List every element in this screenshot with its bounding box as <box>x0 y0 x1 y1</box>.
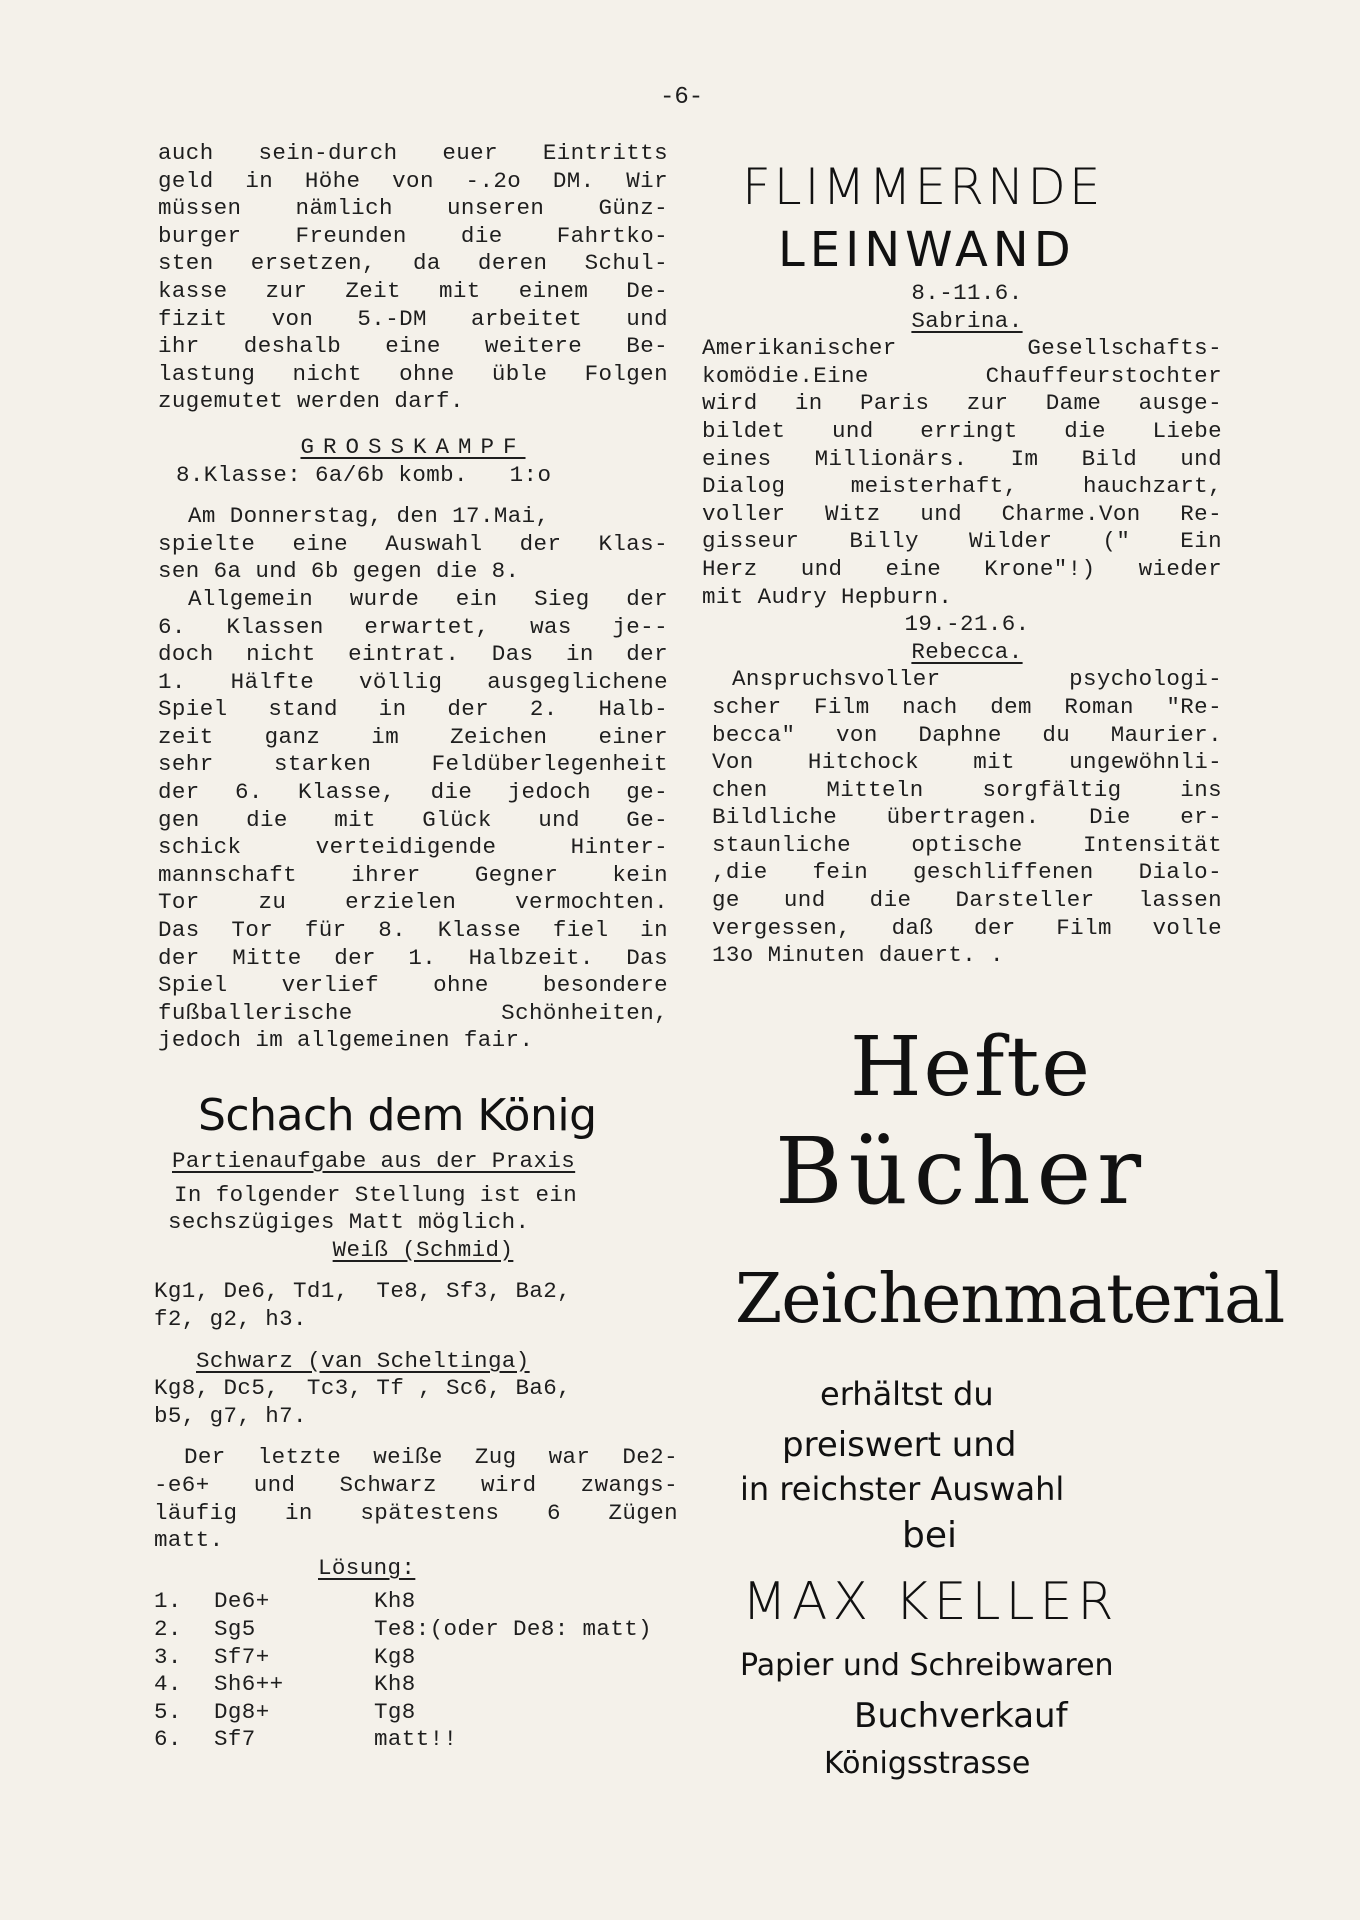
right-column <box>702 280 1222 970</box>
text-line: Der letzte weiße Zug war De2- <box>184 1444 678 1471</box>
text-line: In folgender Stellung ist ein <box>174 1181 578 1208</box>
text-line: Amerikanischer Gesellschafts- <box>702 335 1222 362</box>
text-line: gen die mit Glück und Ge- <box>158 806 668 833</box>
text-line: Am Donnerstag, den 17.Mai, <box>188 503 550 530</box>
white-move: De6+ <box>214 1588 270 1615</box>
grosskampf-subheading: 8.Klasse: 6a/6b komb. 1:o <box>176 461 552 488</box>
text-line: mannschaft ihrer Gegner kein <box>158 861 668 888</box>
text-line: 6. Klassen erwartet, was je-- <box>158 613 668 640</box>
text-line: fußballerische Schönheiten, <box>158 999 668 1026</box>
white-move: Dg8+ <box>214 1698 270 1725</box>
move-number: 6. <box>154 1726 182 1753</box>
text-line: -e6+ und Schwarz wird zwangs- <box>154 1471 678 1498</box>
white-move: Sf7+ <box>214 1643 270 1670</box>
left-column <box>158 140 668 1055</box>
ad-line: in reichster Auswahl <box>740 1470 1065 1508</box>
film-heading-line1: FLIMMERNDE <box>742 158 1104 216</box>
ad-hefte: Hefte <box>850 1020 1092 1115</box>
ad-line: bei <box>902 1515 958 1556</box>
ad-buecher: Bücher <box>775 1118 1148 1225</box>
chess-section <box>154 1148 678 1754</box>
black-move: matt!! <box>374 1726 458 1753</box>
solution-list <box>154 1588 678 1754</box>
white-position: Kg1, De6, Td1, Te8, Sf3, Ba2, <box>154 1278 572 1305</box>
black-move: Te8:(oder De8: matt) <box>374 1615 653 1642</box>
text-line: becca" von Daphne du Maurier. <box>712 721 1222 748</box>
text-line: bildet und erringt die Liebe <box>702 417 1222 444</box>
white-label: Weiß (Schmid) <box>332 1236 514 1263</box>
page-number: -6- <box>660 84 704 111</box>
text-line: komödie.Eine Chauffeurstochter <box>702 362 1222 389</box>
black-move: Tg8 <box>374 1698 416 1725</box>
text-line: schick verteidigende Hinter- <box>158 834 668 861</box>
white-position: f2, g2, h3. <box>154 1305 307 1332</box>
text-line: Herz und eine Krone"!) wieder <box>702 555 1222 582</box>
text-line: müssen nämlich unseren Günz- <box>158 195 668 222</box>
text-line: ihr deshalb eine weitere Be- <box>158 333 668 360</box>
film1-date: 8.-11.6. <box>911 280 1023 306</box>
text-line: jedoch im allgemeinen fair. <box>158 1027 534 1054</box>
film-heading-line2: LEINWAND <box>778 222 1076 278</box>
ad-line: preiswert und <box>782 1425 1017 1465</box>
text-line: 1. Hälfte völlig ausgeglichene <box>158 668 668 695</box>
move-number: 2. <box>154 1615 182 1642</box>
grosskampf-heading: GROSSKAMPF <box>300 433 526 460</box>
text-line: der Mitte der 1. Halbzeit. Das <box>158 944 668 971</box>
black-position: Kg8, Dc5, Tc3, Tf , Sc6, Ba6, <box>154 1375 572 1402</box>
film2-date: 19.-21.6. <box>904 611 1030 638</box>
chess-heading: Schach dem König <box>198 1090 597 1141</box>
move-number: 3. <box>154 1643 182 1670</box>
match-report <box>158 503 668 1055</box>
white-move: Sh6++ <box>214 1671 284 1698</box>
black-move: Kg8 <box>374 1643 416 1670</box>
text-line: staunliche optische Intensität <box>712 831 1222 858</box>
text-line: Spiel verlief ohne besondere <box>158 972 668 999</box>
text-line: sechszügiges Matt möglich. <box>168 1209 530 1236</box>
text-line: burger Freunden die Fahrtko- <box>158 222 668 249</box>
move-number: 1. <box>154 1588 182 1615</box>
text-line: eines Millionärs. Im Bild und <box>702 445 1222 472</box>
ad-line: Papier und Schreibwaren <box>740 1648 1114 1683</box>
black-move: Kh8 <box>374 1588 416 1615</box>
move-number: 5. <box>154 1698 182 1725</box>
text-line: kasse zur Zeit mit einem De- <box>158 277 668 304</box>
text-line: matt. <box>154 1527 224 1554</box>
white-move: Sf7 <box>214 1726 256 1753</box>
text-line: sten ersetzen, da deren Schul- <box>158 250 668 277</box>
text-line: 13o Minuten dauert. . <box>712 942 1004 969</box>
text-line: mit Audry Hepburn. <box>702 583 953 610</box>
text-line: fizit von 5.-DM arbeitet und <box>158 305 668 332</box>
ad-zeichenmaterial: Zeichenmaterial <box>735 1260 1285 1339</box>
text-line: Das Tor für 8. Klasse fiel in <box>158 917 668 944</box>
text-line: Anspruchsvoller psychologi- <box>732 666 1222 693</box>
text-line: Von Hitchock mit ungewöhnli- <box>712 749 1222 776</box>
text-line: sen 6a und 6b gegen die 8. <box>158 558 520 585</box>
text-line: geld in Höhe von -.2o DM. Wir <box>158 167 668 194</box>
black-move: Kh8 <box>374 1671 416 1698</box>
text-line: Allgemein wurde ein Sieg der <box>188 585 668 612</box>
text-line: wird in Paris zur Dame ausge- <box>702 390 1222 417</box>
ad-line: erhältst du <box>820 1375 994 1413</box>
text-line: ,die fein geschliffenen Dialo- <box>712 859 1222 886</box>
text-line: läufig in spätestens 6 Zügen <box>154 1499 678 1526</box>
white-move: Sg5 <box>214 1615 256 1642</box>
text-line: scher Film nach dem Roman "Re- <box>712 693 1222 720</box>
film2-title: Rebecca. <box>911 638 1023 665</box>
black-label: Schwarz (van Scheltinga) <box>196 1347 530 1374</box>
text-line: spielte eine Auswahl der Klas- <box>158 530 668 557</box>
partie-heading: Partienaufgabe aus der Praxis <box>172 1148 576 1174</box>
spacer <box>168 1430 678 1444</box>
film1-title: Sabrina. <box>911 307 1023 334</box>
text-line: vergessen, daß der Film volle <box>712 914 1222 941</box>
text-line: gisseur Billy Wilder (" Ein <box>702 528 1222 555</box>
text-line: der 6. Klasse, die jedoch ge- <box>158 779 668 806</box>
spacer <box>168 1334 678 1348</box>
text-line: lastung nicht ohne üble Folgen <box>158 360 668 387</box>
text-line: chen Mitteln sorgfältig ins <box>712 776 1222 803</box>
text-line: Dialog meisterhaft, hauchzart, <box>702 473 1222 500</box>
text-line: doch nicht eintrat. Das in der <box>158 641 668 668</box>
text-line: Bildliche übertragen. Die er- <box>712 804 1222 831</box>
ad-address: Königsstrasse <box>824 1746 1031 1781</box>
black-position: b5, g7, h7. <box>154 1402 307 1429</box>
spacer <box>158 416 668 434</box>
spacer <box>158 489 668 503</box>
text-line: sehr starken Feldüberlegenheit <box>158 751 668 778</box>
text-line: voller Witz und Charme.Von Re- <box>702 500 1222 527</box>
move-number: 4. <box>154 1671 182 1698</box>
ad-line: Buchverkauf <box>854 1696 1068 1736</box>
text-line: auch sein-durch euer Eintritts <box>158 140 668 166</box>
text-line: zeit ganz im Zeichen einer <box>158 723 668 750</box>
text-line: Spiel stand in der 2. Halb- <box>158 696 668 723</box>
text-line: zugemutet werden darf. <box>158 388 464 415</box>
intro-paragraph <box>158 140 668 416</box>
ad-shop-name: MAX KELLER <box>742 1572 1119 1632</box>
text-line: ge und die Darsteller lassen <box>712 887 1222 914</box>
solution-label: Lösung: <box>318 1554 416 1581</box>
text-line: Tor zu erzielen vermochten. <box>158 889 668 916</box>
spacer <box>168 1264 678 1278</box>
